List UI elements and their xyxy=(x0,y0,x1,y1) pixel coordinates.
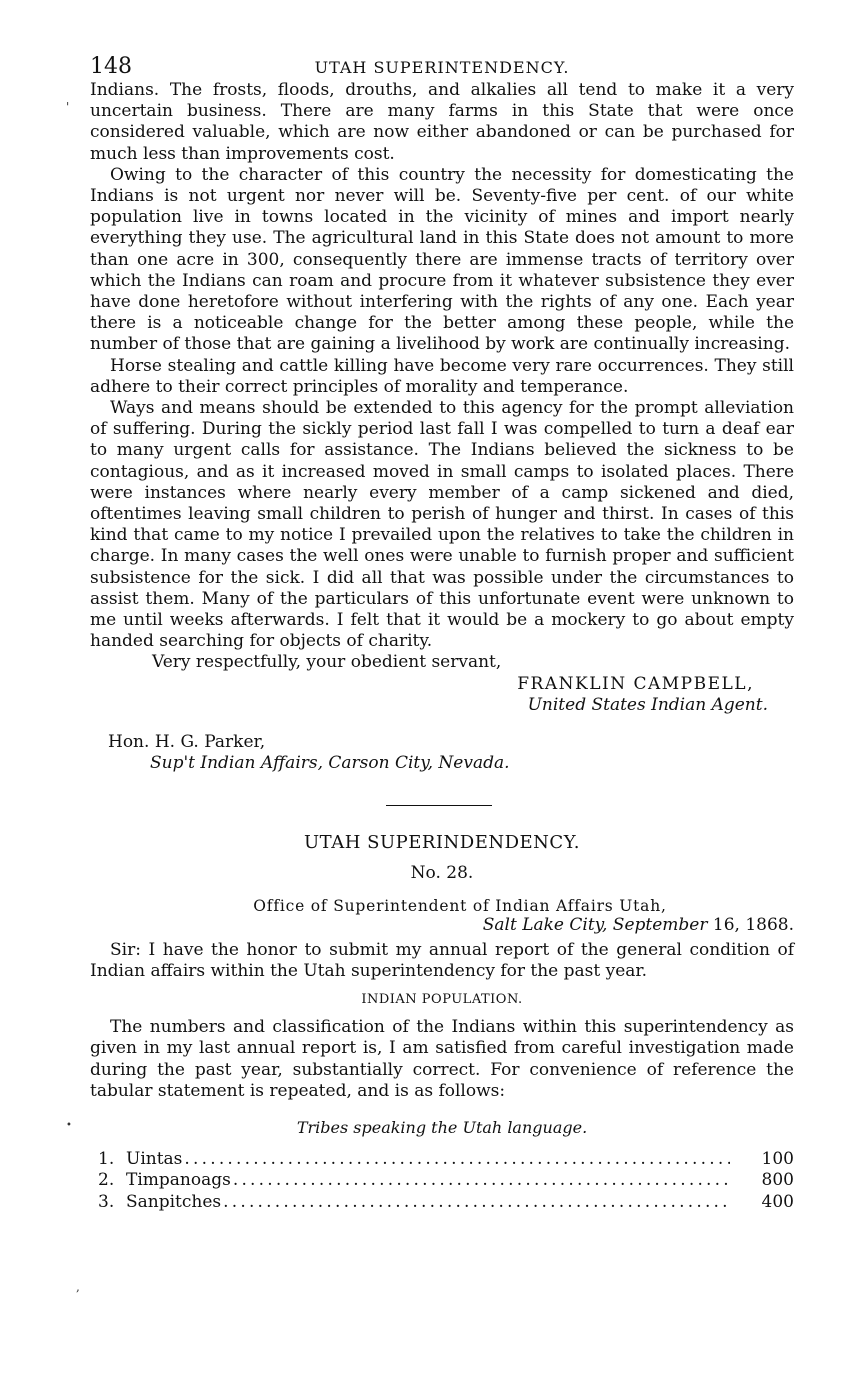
document-page xyxy=(90,48,794,1213)
leader-dots xyxy=(184,1149,730,1171)
report-place-date-plain: 16, 1868. xyxy=(707,914,794,935)
tribe-number: 2. xyxy=(98,1170,115,1191)
running-title: UTAH SUPERINTENDENCY. xyxy=(314,58,570,77)
report-number: No. 28. xyxy=(410,862,474,883)
letter-paragraph-4: Ways and means should be extended to this agency for the prompt alleviation of suffering. During the sickly period last fall I was compelled to turn a deaf ear to many urgent calls for assistance. The Indians believed the sickness to be contagious, and as it increased moved in small camps to isolated places. There were instances where nearly every member of a camp sickened and died, oftentimes leaving small children to perish of hunger and thirst. In cases of this kind that came to my notice I prevailed upon the relatives to take the children in charge. In many cases the well ones were unable to furnish proper and sufficient subsistence for the sick. I did all that was possible under the circumstances to assist them. Many of the particulars of this unfortunate event were unknown to me until weeks afterwards. I felt that it would be a mockery to go about empty handed searching for objects of charity. xyxy=(90,398,794,652)
report-section-title: UTAH SUPERINDENDENCY. xyxy=(304,831,580,853)
running-head xyxy=(90,48,794,80)
page-number: 148 xyxy=(90,54,132,79)
addressee-office: Sup't Indian Affairs, Carson City, Nevada. xyxy=(150,753,510,774)
signature-title: United States Indian Agent. xyxy=(527,694,768,715)
indian-population-subhead: INDIAN POPULATION. xyxy=(361,992,523,1008)
report-salutation-paragraph: Sir: I have the honor to submit my annual report of the general condition of Indian affairs within the Utah superintendency for the past year. xyxy=(90,939,794,981)
tribes-table-caption: Tribes speaking the Utah language. xyxy=(296,1117,588,1137)
report-office-heading: Office of Superintendent of Indian Affairs Utah, xyxy=(253,896,667,915)
letter-paragraph-1: Indians. The frosts, floods, drouths, and alkalies all tend to make it a very uncertain business. There are many farms in this State that were once considered valuable, which are now either abandoned or can be purchased for much less than improvements cost. xyxy=(90,80,794,164)
letter-closing: Very respectfully, your obedient servant, xyxy=(152,652,502,673)
margin-bullet: • xyxy=(66,1120,72,1131)
tribe-count: 400 xyxy=(761,1191,794,1212)
population-paragraph: The numbers and classification of the Indians within this superintendency as given in my last annual report is, I am satisfied from careful investigation made during the past year, substantially correct. For convenience of reference the tabular statement is repeated, and is as follows: xyxy=(90,1017,794,1101)
tribe-number: 3. xyxy=(98,1191,115,1212)
tribe-name: Timpanoags xyxy=(126,1170,231,1191)
tribe-number: 1. xyxy=(98,1148,115,1169)
tribe-count: 100 xyxy=(761,1148,794,1169)
tribe-name: Sanpitches xyxy=(126,1191,222,1212)
leader-dots xyxy=(223,1192,730,1214)
tribe-name: Uintas xyxy=(126,1148,183,1169)
tribes-table xyxy=(90,1149,794,1214)
tribe-row xyxy=(90,1149,794,1171)
tribe-row xyxy=(90,1192,794,1214)
tribe-row xyxy=(90,1170,794,1192)
margin-speck: ' xyxy=(66,100,70,114)
report-place-date xyxy=(90,915,794,936)
report-place-date-italic: Salt Lake City, September xyxy=(482,914,708,935)
letter-paragraph-2: Owing to the character of this country the necessity for domesticating the Indians is not urgent nor never will be. Seventy-five per cent. of our white population live in towns located in the vicinity of mines and import nearly everything they use. The agricultural land in this State does not amount to more than one acre in 300, consequently there are immense tracts of territory over which the Indians can roam and procure from it whatever subsistence they ever have done heretofore without interfering with the rights of any one. Each year there is a noticeable change for the better among these people, while the number of those that are gaining a livelihood by work are continually increasing. xyxy=(90,164,794,355)
section-divider xyxy=(386,805,492,806)
letter-paragraph-3: Horse stealing and cattle killing have become very rare occurrences. They still adhere to their correct principles of morality and temperance. xyxy=(90,355,794,397)
tribe-count: 800 xyxy=(761,1170,794,1191)
signature-name: FRANKLIN CAMPBELL, xyxy=(517,673,754,694)
leader-dots xyxy=(233,1170,730,1192)
addressee-name: Hon. H. G. Parker, xyxy=(108,732,266,753)
margin-tick: , xyxy=(76,1280,80,1294)
